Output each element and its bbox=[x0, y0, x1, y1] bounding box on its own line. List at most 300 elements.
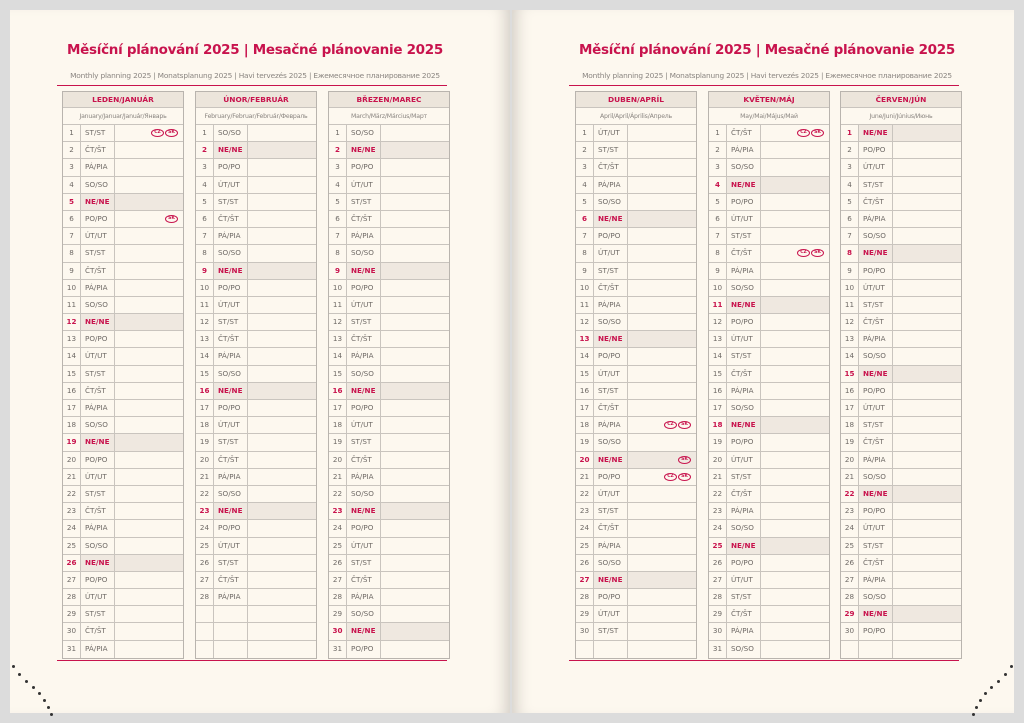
notes-cell[interactable] bbox=[115, 297, 183, 313]
notes-cell[interactable] bbox=[628, 589, 696, 605]
notes-cell[interactable] bbox=[761, 366, 829, 382]
notes-cell[interactable] bbox=[381, 366, 449, 382]
notes-cell[interactable] bbox=[893, 159, 961, 175]
day-row[interactable] bbox=[841, 400, 961, 417]
day-row[interactable] bbox=[196, 452, 316, 469]
notes-cell[interactable] bbox=[115, 555, 183, 571]
notes-cell[interactable] bbox=[248, 641, 316, 658]
notes-cell[interactable] bbox=[628, 641, 696, 658]
notes-cell[interactable] bbox=[761, 503, 829, 519]
day-row[interactable] bbox=[576, 383, 696, 400]
day-row[interactable] bbox=[63, 417, 183, 434]
notes-cell[interactable] bbox=[761, 452, 829, 468]
notes-cell[interactable] bbox=[115, 125, 183, 141]
day-row[interactable] bbox=[196, 641, 316, 658]
day-row[interactable] bbox=[576, 606, 696, 623]
day-row[interactable] bbox=[63, 606, 183, 623]
notes-cell[interactable] bbox=[248, 623, 316, 639]
day-row[interactable] bbox=[329, 177, 449, 194]
day-row[interactable] bbox=[576, 348, 696, 365]
notes-cell[interactable] bbox=[115, 366, 183, 382]
notes-cell[interactable] bbox=[893, 555, 961, 571]
day-row[interactable] bbox=[841, 417, 961, 434]
notes-cell[interactable] bbox=[381, 589, 449, 605]
notes-cell[interactable] bbox=[628, 486, 696, 502]
notes-cell[interactable] bbox=[381, 348, 449, 364]
notes-cell[interactable] bbox=[628, 348, 696, 364]
day-row[interactable] bbox=[841, 194, 961, 211]
notes-cell[interactable] bbox=[628, 623, 696, 639]
notes-cell[interactable] bbox=[381, 400, 449, 416]
notes-cell[interactable] bbox=[248, 400, 316, 416]
notes-cell[interactable] bbox=[248, 159, 316, 175]
day-row[interactable] bbox=[709, 314, 829, 331]
notes-cell[interactable] bbox=[381, 417, 449, 433]
notes-cell[interactable] bbox=[761, 211, 829, 227]
notes-cell[interactable] bbox=[248, 331, 316, 347]
notes-cell[interactable] bbox=[893, 572, 961, 588]
day-row[interactable] bbox=[329, 555, 449, 572]
day-row[interactable] bbox=[709, 538, 829, 555]
notes-cell[interactable] bbox=[115, 211, 183, 227]
notes-cell[interactable] bbox=[381, 572, 449, 588]
day-row[interactable] bbox=[576, 400, 696, 417]
notes-cell[interactable] bbox=[248, 520, 316, 536]
day-row[interactable] bbox=[576, 417, 696, 434]
day-row[interactable] bbox=[709, 125, 829, 142]
day-row[interactable] bbox=[576, 469, 696, 486]
day-row[interactable] bbox=[709, 400, 829, 417]
day-row[interactable] bbox=[576, 159, 696, 176]
notes-cell[interactable] bbox=[761, 245, 829, 261]
notes-cell[interactable] bbox=[381, 125, 449, 141]
day-row[interactable] bbox=[196, 211, 316, 228]
day-row[interactable] bbox=[329, 623, 449, 640]
day-row[interactable] bbox=[576, 331, 696, 348]
notes-cell[interactable] bbox=[381, 434, 449, 450]
notes-cell[interactable] bbox=[761, 314, 829, 330]
notes-cell[interactable] bbox=[628, 177, 696, 193]
notes-cell[interactable] bbox=[893, 366, 961, 382]
day-row[interactable] bbox=[709, 245, 829, 262]
notes-cell[interactable] bbox=[761, 469, 829, 485]
day-row[interactable] bbox=[196, 142, 316, 159]
notes-cell[interactable] bbox=[761, 263, 829, 279]
notes-cell[interactable] bbox=[893, 606, 961, 622]
day-row[interactable] bbox=[196, 314, 316, 331]
day-row[interactable] bbox=[196, 297, 316, 314]
notes-cell[interactable] bbox=[115, 469, 183, 485]
day-row[interactable] bbox=[63, 623, 183, 640]
notes-cell[interactable] bbox=[248, 417, 316, 433]
day-row[interactable] bbox=[329, 538, 449, 555]
day-row[interactable] bbox=[63, 538, 183, 555]
day-row[interactable] bbox=[841, 348, 961, 365]
notes-cell[interactable] bbox=[381, 159, 449, 175]
day-row[interactable] bbox=[576, 572, 696, 589]
day-row[interactable] bbox=[576, 366, 696, 383]
notes-cell[interactable] bbox=[248, 555, 316, 571]
day-row[interactable] bbox=[841, 228, 961, 245]
notes-cell[interactable] bbox=[115, 641, 183, 658]
day-row[interactable] bbox=[709, 417, 829, 434]
notes-cell[interactable] bbox=[248, 606, 316, 622]
day-row[interactable] bbox=[196, 228, 316, 245]
notes-cell[interactable] bbox=[893, 228, 961, 244]
day-row[interactable] bbox=[709, 503, 829, 520]
notes-cell[interactable] bbox=[248, 297, 316, 313]
notes-cell[interactable] bbox=[628, 194, 696, 210]
day-row[interactable] bbox=[63, 245, 183, 262]
notes-cell[interactable] bbox=[248, 177, 316, 193]
notes-cell[interactable] bbox=[115, 348, 183, 364]
notes-cell[interactable] bbox=[628, 228, 696, 244]
notes-cell[interactable] bbox=[628, 469, 696, 485]
notes-cell[interactable] bbox=[115, 194, 183, 210]
notes-cell[interactable] bbox=[893, 297, 961, 313]
day-row[interactable] bbox=[329, 452, 449, 469]
notes-cell[interactable] bbox=[628, 417, 696, 433]
notes-cell[interactable] bbox=[628, 452, 696, 468]
day-row[interactable] bbox=[196, 503, 316, 520]
day-row[interactable] bbox=[841, 434, 961, 451]
day-row[interactable] bbox=[196, 159, 316, 176]
notes-cell[interactable] bbox=[761, 641, 829, 658]
day-row[interactable] bbox=[709, 263, 829, 280]
notes-cell[interactable] bbox=[761, 228, 829, 244]
day-row[interactable] bbox=[709, 280, 829, 297]
day-row[interactable] bbox=[196, 623, 316, 640]
day-row[interactable] bbox=[709, 623, 829, 640]
day-row[interactable] bbox=[709, 194, 829, 211]
day-row[interactable] bbox=[709, 228, 829, 245]
day-row[interactable] bbox=[841, 331, 961, 348]
notes-cell[interactable] bbox=[761, 159, 829, 175]
notes-cell[interactable] bbox=[381, 469, 449, 485]
notes-cell[interactable] bbox=[893, 142, 961, 158]
day-row[interactable] bbox=[841, 623, 961, 640]
notes-cell[interactable] bbox=[115, 452, 183, 468]
day-row[interactable] bbox=[841, 469, 961, 486]
day-row[interactable] bbox=[329, 280, 449, 297]
notes-cell[interactable] bbox=[761, 555, 829, 571]
day-row[interactable] bbox=[196, 383, 316, 400]
notes-cell[interactable] bbox=[381, 314, 449, 330]
notes-cell[interactable] bbox=[115, 589, 183, 605]
notes-cell[interactable] bbox=[893, 348, 961, 364]
day-row[interactable] bbox=[576, 211, 696, 228]
notes-cell[interactable] bbox=[628, 606, 696, 622]
notes-cell[interactable] bbox=[628, 263, 696, 279]
notes-cell[interactable] bbox=[893, 177, 961, 193]
day-row[interactable] bbox=[841, 314, 961, 331]
day-row[interactable] bbox=[63, 589, 183, 606]
day-row[interactable] bbox=[329, 589, 449, 606]
day-row[interactable] bbox=[329, 486, 449, 503]
day-row[interactable] bbox=[329, 194, 449, 211]
day-row[interactable] bbox=[63, 469, 183, 486]
notes-cell[interactable] bbox=[381, 623, 449, 639]
day-row[interactable] bbox=[63, 503, 183, 520]
notes-cell[interactable] bbox=[628, 366, 696, 382]
day-row[interactable] bbox=[576, 245, 696, 262]
day-row[interactable] bbox=[196, 572, 316, 589]
day-row[interactable] bbox=[709, 589, 829, 606]
notes-cell[interactable] bbox=[628, 331, 696, 347]
day-row[interactable] bbox=[196, 520, 316, 537]
notes-cell[interactable] bbox=[893, 400, 961, 416]
notes-cell[interactable] bbox=[381, 228, 449, 244]
notes-cell[interactable] bbox=[628, 572, 696, 588]
day-row[interactable] bbox=[841, 177, 961, 194]
day-row[interactable] bbox=[576, 263, 696, 280]
day-row[interactable] bbox=[709, 383, 829, 400]
notes-cell[interactable] bbox=[248, 486, 316, 502]
notes-cell[interactable] bbox=[248, 589, 316, 605]
notes-cell[interactable] bbox=[248, 228, 316, 244]
day-row[interactable] bbox=[841, 555, 961, 572]
notes-cell[interactable] bbox=[115, 245, 183, 261]
notes-cell[interactable] bbox=[248, 572, 316, 588]
notes-cell[interactable] bbox=[628, 297, 696, 313]
notes-cell[interactable] bbox=[893, 469, 961, 485]
day-row[interactable] bbox=[841, 606, 961, 623]
notes-cell[interactable] bbox=[628, 142, 696, 158]
notes-cell[interactable] bbox=[893, 486, 961, 502]
day-row[interactable] bbox=[329, 641, 449, 658]
day-row[interactable] bbox=[196, 348, 316, 365]
notes-cell[interactable] bbox=[381, 503, 449, 519]
day-row[interactable] bbox=[196, 538, 316, 555]
day-row[interactable] bbox=[329, 159, 449, 176]
day-row[interactable] bbox=[709, 469, 829, 486]
day-row[interactable] bbox=[63, 297, 183, 314]
notes-cell[interactable] bbox=[628, 280, 696, 296]
day-row[interactable] bbox=[841, 211, 961, 228]
day-row[interactable] bbox=[576, 314, 696, 331]
notes-cell[interactable] bbox=[761, 348, 829, 364]
day-row[interactable] bbox=[841, 263, 961, 280]
day-row[interactable] bbox=[329, 211, 449, 228]
day-row[interactable] bbox=[329, 297, 449, 314]
day-row[interactable] bbox=[63, 142, 183, 159]
notes-cell[interactable] bbox=[381, 520, 449, 536]
notes-cell[interactable] bbox=[761, 572, 829, 588]
day-row[interactable] bbox=[63, 486, 183, 503]
day-row[interactable] bbox=[841, 297, 961, 314]
day-row[interactable] bbox=[63, 572, 183, 589]
day-row[interactable] bbox=[841, 520, 961, 537]
notes-cell[interactable] bbox=[248, 142, 316, 158]
notes-cell[interactable] bbox=[761, 486, 829, 502]
day-row[interactable] bbox=[709, 520, 829, 537]
notes-cell[interactable] bbox=[381, 383, 449, 399]
notes-cell[interactable] bbox=[248, 263, 316, 279]
day-row[interactable] bbox=[196, 417, 316, 434]
day-row[interactable] bbox=[63, 366, 183, 383]
day-row[interactable] bbox=[329, 572, 449, 589]
day-row[interactable] bbox=[196, 589, 316, 606]
day-row[interactable] bbox=[709, 606, 829, 623]
notes-cell[interactable] bbox=[381, 245, 449, 261]
day-row[interactable] bbox=[329, 366, 449, 383]
notes-cell[interactable] bbox=[628, 211, 696, 227]
day-row[interactable] bbox=[63, 194, 183, 211]
notes-cell[interactable] bbox=[115, 400, 183, 416]
notes-cell[interactable] bbox=[761, 383, 829, 399]
notes-cell[interactable] bbox=[893, 194, 961, 210]
notes-cell[interactable] bbox=[115, 623, 183, 639]
notes-cell[interactable] bbox=[761, 623, 829, 639]
notes-cell[interactable] bbox=[248, 383, 316, 399]
day-row[interactable] bbox=[576, 641, 696, 658]
notes-cell[interactable] bbox=[381, 211, 449, 227]
notes-cell[interactable] bbox=[115, 606, 183, 622]
day-row[interactable] bbox=[576, 452, 696, 469]
notes-cell[interactable] bbox=[115, 159, 183, 175]
notes-cell[interactable] bbox=[248, 211, 316, 227]
notes-cell[interactable] bbox=[761, 589, 829, 605]
day-row[interactable] bbox=[63, 520, 183, 537]
notes-cell[interactable] bbox=[381, 486, 449, 502]
notes-cell[interactable] bbox=[628, 245, 696, 261]
notes-cell[interactable] bbox=[381, 331, 449, 347]
notes-cell[interactable] bbox=[761, 280, 829, 296]
day-row[interactable] bbox=[576, 434, 696, 451]
notes-cell[interactable] bbox=[893, 383, 961, 399]
notes-cell[interactable] bbox=[893, 417, 961, 433]
day-row[interactable] bbox=[196, 263, 316, 280]
notes-cell[interactable] bbox=[628, 434, 696, 450]
day-row[interactable] bbox=[196, 280, 316, 297]
day-row[interactable] bbox=[841, 486, 961, 503]
notes-cell[interactable] bbox=[115, 142, 183, 158]
day-row[interactable] bbox=[329, 228, 449, 245]
notes-cell[interactable] bbox=[381, 641, 449, 658]
day-row[interactable] bbox=[841, 280, 961, 297]
notes-cell[interactable] bbox=[893, 331, 961, 347]
day-row[interactable] bbox=[576, 503, 696, 520]
notes-cell[interactable] bbox=[115, 572, 183, 588]
notes-cell[interactable] bbox=[761, 297, 829, 313]
notes-cell[interactable] bbox=[628, 503, 696, 519]
notes-cell[interactable] bbox=[115, 503, 183, 519]
notes-cell[interactable] bbox=[248, 125, 316, 141]
day-row[interactable] bbox=[709, 641, 829, 658]
day-row[interactable] bbox=[63, 211, 183, 228]
day-row[interactable] bbox=[329, 383, 449, 400]
notes-cell[interactable] bbox=[248, 452, 316, 468]
day-row[interactable] bbox=[63, 159, 183, 176]
notes-cell[interactable] bbox=[761, 194, 829, 210]
notes-cell[interactable] bbox=[115, 314, 183, 330]
notes-cell[interactable] bbox=[893, 211, 961, 227]
day-row[interactable] bbox=[63, 641, 183, 658]
notes-cell[interactable] bbox=[248, 434, 316, 450]
notes-cell[interactable] bbox=[893, 280, 961, 296]
day-row[interactable] bbox=[196, 366, 316, 383]
notes-cell[interactable] bbox=[628, 538, 696, 554]
day-row[interactable] bbox=[329, 263, 449, 280]
day-row[interactable] bbox=[576, 280, 696, 297]
notes-cell[interactable] bbox=[628, 520, 696, 536]
notes-cell[interactable] bbox=[381, 263, 449, 279]
day-row[interactable] bbox=[329, 469, 449, 486]
day-row[interactable] bbox=[841, 589, 961, 606]
day-row[interactable] bbox=[63, 400, 183, 417]
day-row[interactable] bbox=[196, 434, 316, 451]
notes-cell[interactable] bbox=[381, 142, 449, 158]
day-row[interactable] bbox=[63, 383, 183, 400]
day-row[interactable] bbox=[329, 348, 449, 365]
day-row[interactable] bbox=[576, 555, 696, 572]
day-row[interactable] bbox=[709, 142, 829, 159]
day-row[interactable] bbox=[63, 331, 183, 348]
day-row[interactable] bbox=[709, 177, 829, 194]
day-row[interactable] bbox=[709, 555, 829, 572]
day-row[interactable] bbox=[329, 245, 449, 262]
day-row[interactable] bbox=[709, 211, 829, 228]
day-row[interactable] bbox=[841, 125, 961, 142]
day-row[interactable] bbox=[63, 280, 183, 297]
day-row[interactable] bbox=[841, 641, 961, 658]
notes-cell[interactable] bbox=[761, 142, 829, 158]
notes-cell[interactable] bbox=[248, 348, 316, 364]
day-row[interactable] bbox=[709, 434, 829, 451]
day-row[interactable] bbox=[196, 606, 316, 623]
day-row[interactable] bbox=[196, 125, 316, 142]
day-row[interactable] bbox=[576, 589, 696, 606]
notes-cell[interactable] bbox=[761, 125, 829, 141]
notes-cell[interactable] bbox=[893, 623, 961, 639]
notes-cell[interactable] bbox=[761, 606, 829, 622]
day-row[interactable] bbox=[196, 469, 316, 486]
day-row[interactable] bbox=[841, 452, 961, 469]
notes-cell[interactable] bbox=[628, 383, 696, 399]
notes-cell[interactable] bbox=[115, 486, 183, 502]
notes-cell[interactable] bbox=[115, 228, 183, 244]
day-row[interactable] bbox=[709, 297, 829, 314]
day-row[interactable] bbox=[63, 555, 183, 572]
day-row[interactable] bbox=[63, 314, 183, 331]
day-row[interactable] bbox=[709, 572, 829, 589]
day-row[interactable] bbox=[576, 194, 696, 211]
notes-cell[interactable] bbox=[115, 263, 183, 279]
notes-cell[interactable] bbox=[115, 520, 183, 536]
day-row[interactable] bbox=[63, 177, 183, 194]
notes-cell[interactable] bbox=[248, 538, 316, 554]
day-row[interactable] bbox=[576, 520, 696, 537]
notes-cell[interactable] bbox=[115, 417, 183, 433]
day-row[interactable] bbox=[329, 417, 449, 434]
notes-cell[interactable] bbox=[115, 383, 183, 399]
day-row[interactable] bbox=[196, 331, 316, 348]
notes-cell[interactable] bbox=[248, 314, 316, 330]
notes-cell[interactable] bbox=[381, 606, 449, 622]
day-row[interactable] bbox=[841, 142, 961, 159]
day-row[interactable] bbox=[329, 520, 449, 537]
day-row[interactable] bbox=[576, 623, 696, 640]
notes-cell[interactable] bbox=[381, 452, 449, 468]
day-row[interactable] bbox=[329, 503, 449, 520]
notes-cell[interactable] bbox=[248, 469, 316, 485]
notes-cell[interactable] bbox=[381, 177, 449, 193]
notes-cell[interactable] bbox=[115, 331, 183, 347]
notes-cell[interactable] bbox=[628, 314, 696, 330]
notes-cell[interactable] bbox=[893, 263, 961, 279]
day-row[interactable] bbox=[329, 142, 449, 159]
day-row[interactable] bbox=[709, 452, 829, 469]
